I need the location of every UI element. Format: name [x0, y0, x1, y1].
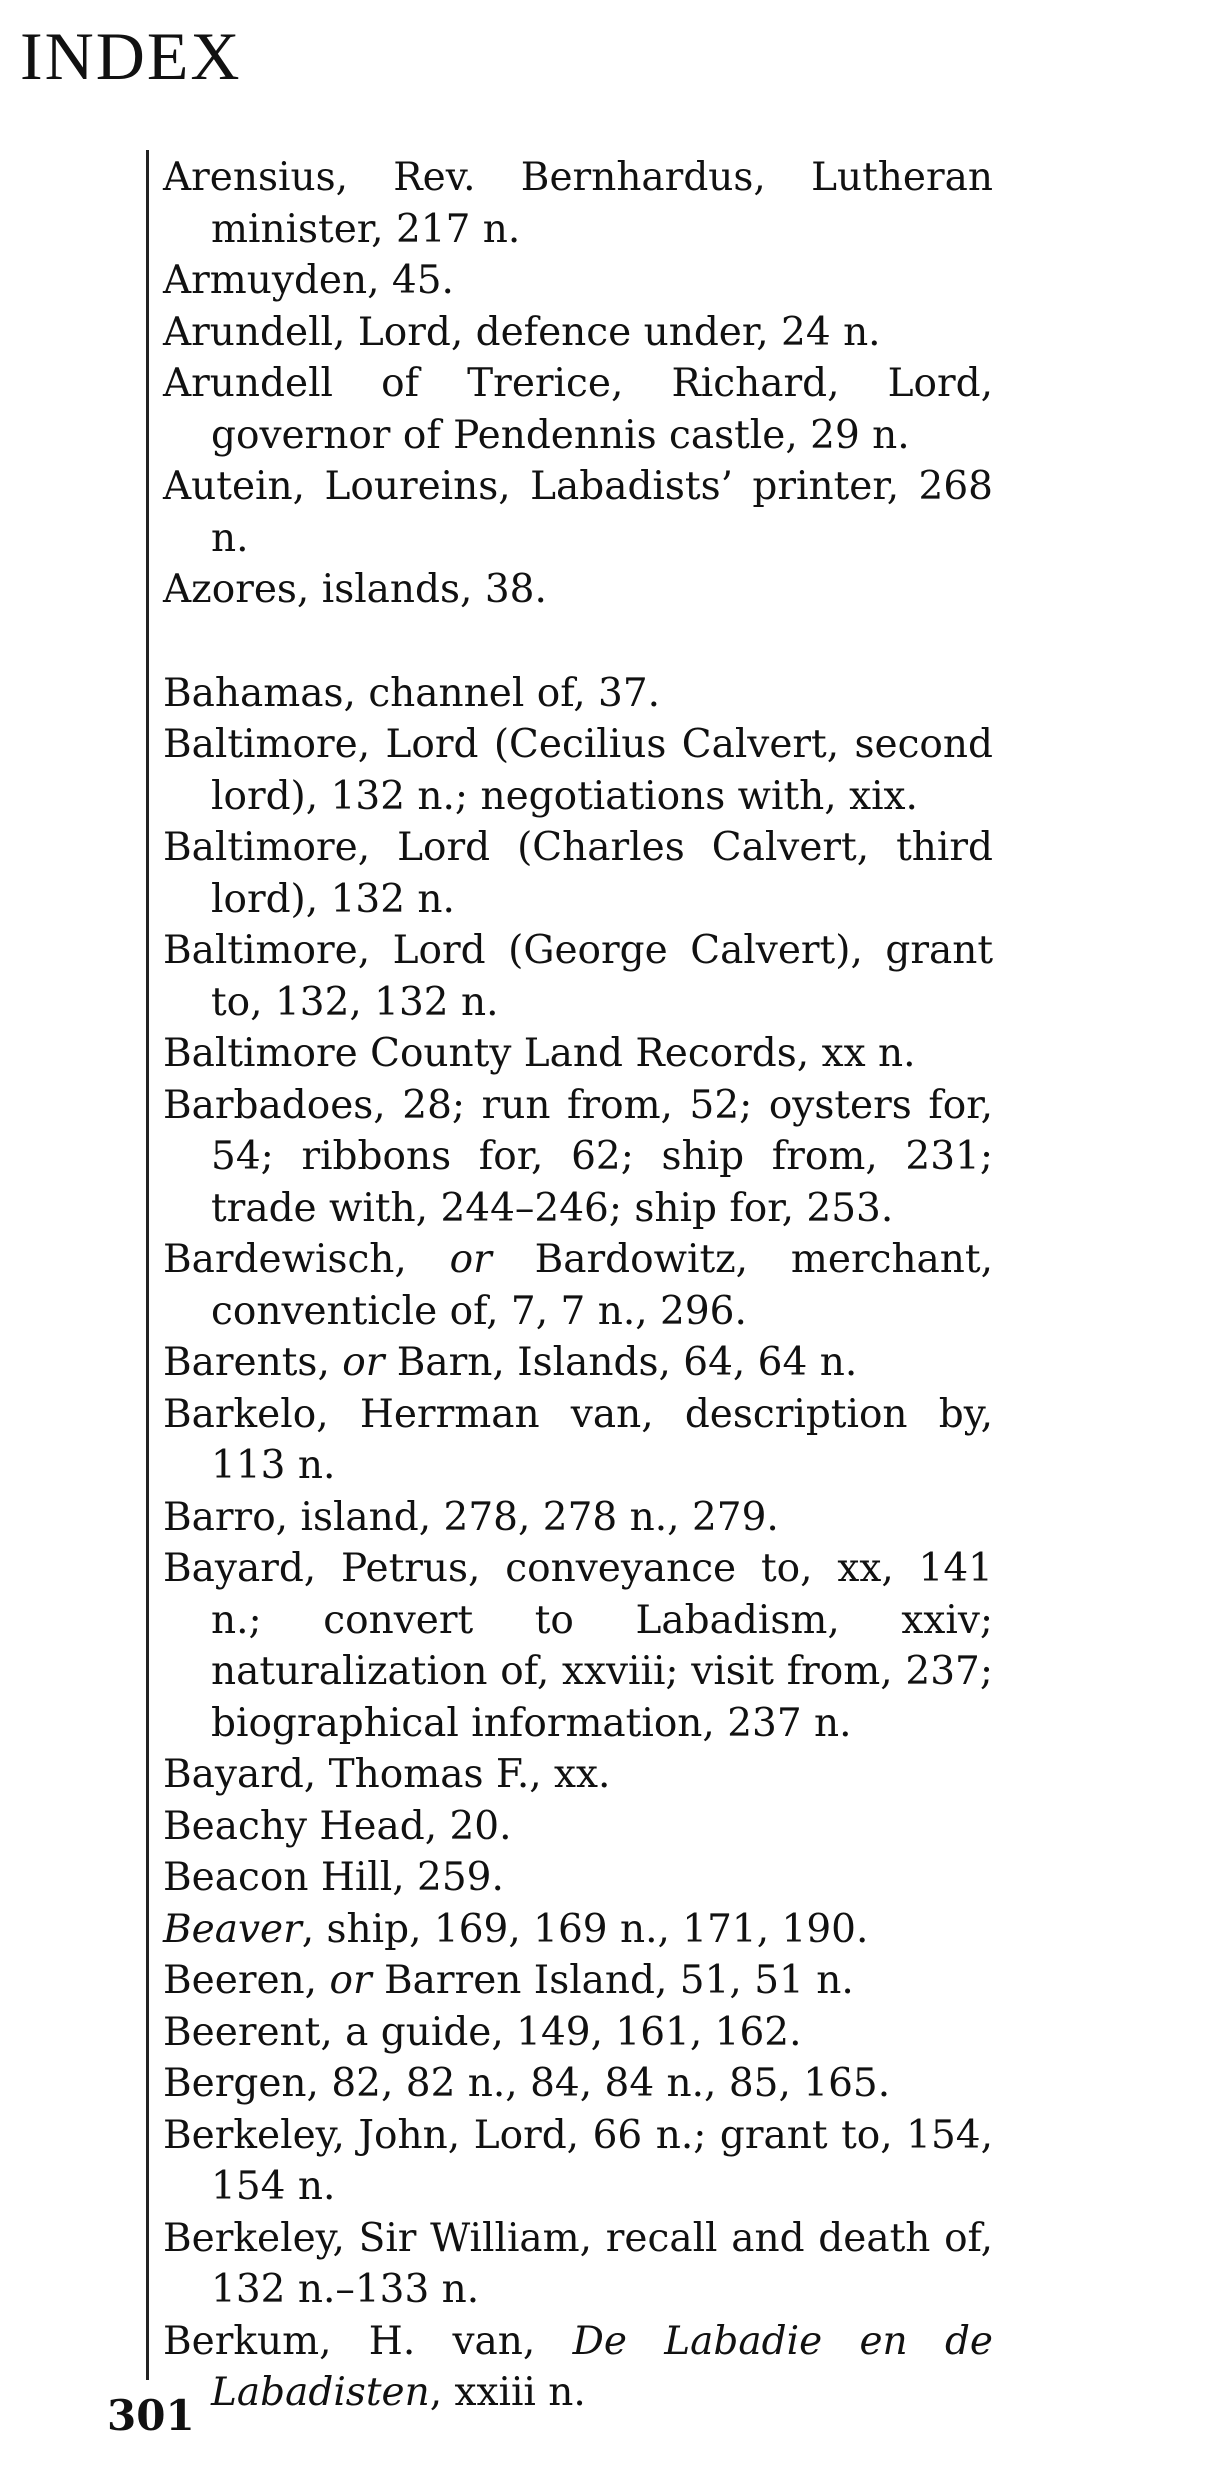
index-entry-text: Azores, islands, 38.	[163, 567, 547, 612]
index-entry-text: Barn, Islands, 64, 64 n.	[384, 1340, 858, 1385]
index-entry	[163, 358, 993, 461]
index-entry	[163, 255, 993, 307]
index-entry	[163, 2007, 993, 2059]
index-entry-text: Berkum, H. van,	[163, 2318, 573, 2364]
index-entry-text: Beacon Hill, 259.	[163, 1855, 504, 1900]
page-title: INDEX	[20, 18, 242, 94]
index-entry-text: Autein, Loureins, Labadists’ printer, 268 n.	[163, 464, 993, 561]
index-entry	[163, 564, 993, 616]
index-entry	[163, 1492, 993, 1544]
index-entry	[163, 925, 993, 1028]
index-entry	[163, 1801, 993, 1853]
index-entry-italic-text: or	[449, 1237, 492, 1282]
index-entry	[163, 1389, 993, 1492]
index-entry-text: , ship, 169, 169 n., 171, 190.	[301, 1906, 869, 1952]
index-entry-italic-text: Beaver	[163, 1906, 302, 1952]
index-entry-text: Bahamas, channel of, 37.	[163, 670, 661, 716]
index-entry-text: Bayard, Thomas F., xx.	[163, 1752, 611, 1797]
index-entry-text: Baltimore County Land Records, xx n.	[163, 1031, 916, 1076]
index-entry-text: Barkelo, Herrman van, description by, 113 n.	[163, 1391, 993, 1488]
index-entry	[163, 152, 993, 255]
index-entry-text: Bayard, Petrus, conveyance to, xx, 141 n.; convert to Labadism, xxiv; naturalization of, xxviii; visit from, 237; biographical information, 237 n.	[163, 1546, 993, 1746]
index-entry	[163, 1337, 993, 1389]
index-entry-text: Bardewisch,	[163, 1237, 450, 1282]
index-entry	[163, 1080, 993, 1235]
index-entry-text: Barro, island, 278, 278 n., 279.	[163, 1494, 779, 1540]
index-list	[163, 152, 993, 2419]
page-number: 301	[107, 2391, 195, 2440]
index-entry	[163, 668, 993, 720]
index-entry	[163, 1749, 993, 1801]
index-entry	[163, 2058, 993, 2110]
index-entry-text: , xxiii n.	[429, 2370, 586, 2415]
index-entry-text: Beachy Head, 20.	[163, 1803, 512, 1849]
index-entry-italic-text: De Labadie en de Labadisten	[211, 2318, 993, 2415]
index-column-rule	[146, 150, 149, 2380]
index-entry-text: Berkeley, John, Lord, 66 n.; grant to, 154, 154 n.	[163, 2112, 993, 2209]
index-entry-text: Baltimore, Lord (George Calvert), grant to, 132, 132 n.	[163, 928, 993, 1025]
index-entry-text: Bergen, 82, 82 n., 84, 84 n., 85, 165.	[163, 2061, 891, 2106]
index-entry	[163, 2110, 993, 2213]
index-entry	[163, 2316, 993, 2419]
index-entry-text: Beerent, a guide, 149, 161, 162.	[163, 2009, 802, 2055]
index-entry-text: Armuyden, 45.	[163, 258, 454, 303]
index-entry	[163, 2213, 993, 2316]
index-entry	[163, 719, 993, 822]
index-entry-text: Barren Island, 51, 51 n.	[371, 1958, 854, 2003]
index-entry-italic-text: or	[329, 1958, 372, 2003]
index-entry-text: Baltimore, Lord (Charles Calvert, third lord), 132 n.	[163, 825, 993, 922]
index-entry-text: Berkeley, Sir William, recall and death of, 132 n.–133 n.	[163, 2215, 993, 2312]
index-entry	[163, 461, 993, 564]
index-entry-text: Beeren,	[163, 1958, 330, 2003]
index-entry	[163, 1904, 993, 1956]
index-entry	[163, 1028, 993, 1080]
index-entry-text: Baltimore, Lord (Cecilius Calvert, second lord), 132 n.; negotiations with, xix.	[163, 722, 993, 819]
index-entry	[163, 1955, 993, 2007]
index-entry-text: Bardowitz, merchant, conventicle of, 7, 7 n., 296.	[211, 1237, 993, 1334]
index-entry-text: Barbadoes, 28; run from, 52; oysters for, 54; ribbons for, 62; ship from, 231; trade with, 244–246; ship for, 253.	[163, 1082, 993, 1231]
index-entry-text: Arensius, Rev. Bernhardus, Lutheran minister, 217 n.	[163, 155, 993, 252]
index-entry	[163, 307, 993, 359]
index-entry	[163, 1543, 993, 1749]
index-entry-text: Barents,	[163, 1340, 343, 1385]
index-entry	[163, 822, 993, 925]
index-entry-text: Arundell of Trerice, Richard, Lord, governor of Pendennis castle, 29 n.	[163, 361, 993, 458]
index-entry	[163, 1852, 993, 1904]
index-entry	[163, 1234, 993, 1337]
index-entry-text: Arundell, Lord, defence under, 24 n.	[163, 309, 881, 355]
index-entry-italic-text: or	[342, 1340, 385, 1385]
